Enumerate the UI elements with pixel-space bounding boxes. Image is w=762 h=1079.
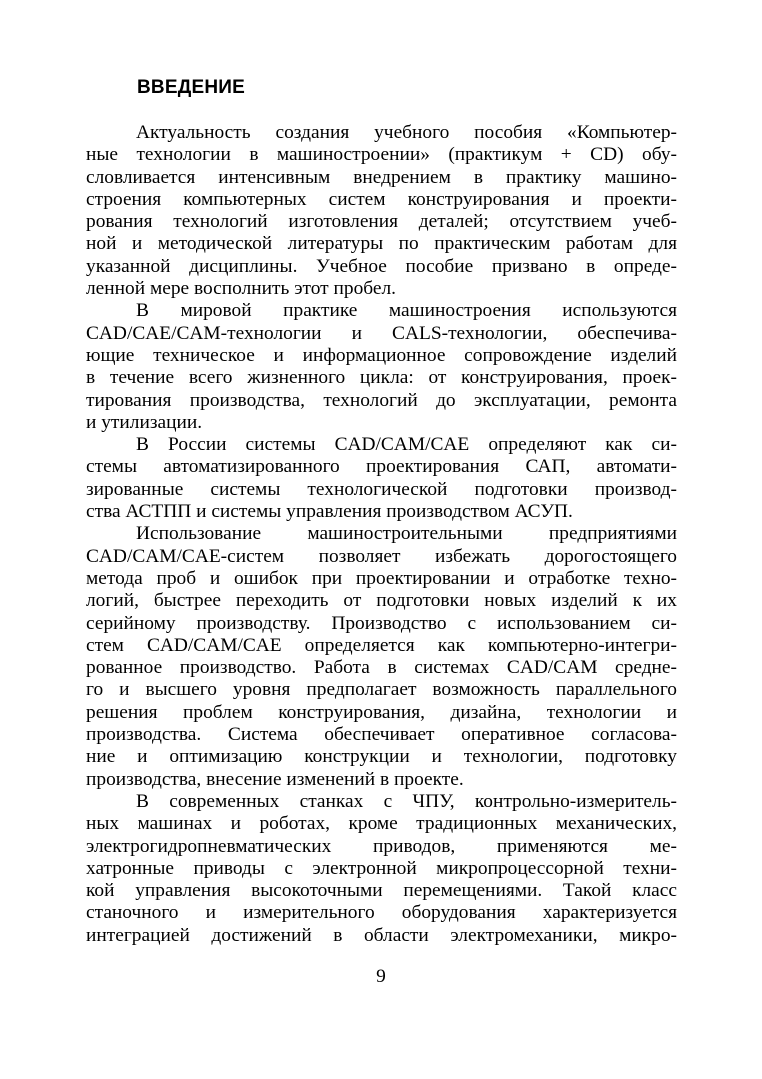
text-line: кой управления высокоточными перемещениями. Такой класс <box>86 880 677 902</box>
text-line: ных машинах и роботах, кроме традиционных механических, <box>86 813 677 835</box>
section-heading: ВВЕДЕНИЕ <box>137 77 245 98</box>
text-line: зированные системы технологической подготовки производ- <box>86 478 677 500</box>
text-line: ющие техническое и информационное сопровождение изделий <box>86 344 677 366</box>
text-line: производства. Система обеспечивает оперативное согласова- <box>86 724 677 746</box>
text-line: В мировой практике машиностроения используются <box>136 300 677 322</box>
paragraph <box>86 434 677 523</box>
text-line: ные технологии в машиностроении» (практикум + CD) обу- <box>86 144 677 166</box>
text-line: словливается интенсивным внедрением в практику машино- <box>86 166 677 188</box>
text-line: станочного и измерительного оборудования характеризуется <box>86 902 677 924</box>
text-line: рованное производство. Работа в системах CAD/CAM средне- <box>86 657 677 679</box>
text-line: В современных станках с ЧПУ, контрольно-измеритель- <box>136 790 677 812</box>
text-line: производства, внесение изменений в проекте. <box>86 768 464 790</box>
page-number: 9 <box>376 966 386 987</box>
text-line: ства АСТПП и системы управления производством АСУП. <box>86 501 573 523</box>
text-line: В России системы CAD/CAM/CAE определяют как си- <box>136 434 677 456</box>
text-line: рования технологий изготовления деталей; отсутствием учеб- <box>86 211 677 233</box>
text-line: хатронные приводы с электронной микропроцессорной техни- <box>86 857 677 879</box>
text-line: ной и методической литературы по практическим работам для <box>86 233 677 255</box>
paragraph <box>86 791 677 947</box>
text-line: Использование машиностроительными предприятиями <box>136 523 677 545</box>
text-line: в течение всего жизненного цикла: от конструирования, проек- <box>86 367 677 389</box>
text-line: указанной дисциплины. Учебное пособие призвано в опреде- <box>86 255 677 277</box>
paragraph <box>86 523 677 791</box>
text-line: ленной мере восполнить этот пробел. <box>86 278 397 300</box>
text-line: интеграцией достижений в области электромеханики, микро- <box>86 924 677 946</box>
text-line: логий, быстрее переходить от подготовки новых изделий к их <box>86 590 677 612</box>
text-line: стем CAD/CAM/CAE определяется как компьютерно-интегри- <box>86 634 677 656</box>
text-line: Актуальность создания учебного пособия «Компьютер- <box>136 122 677 143</box>
text-line: ние и оптимизацию конструкции и технологии, подготовку <box>86 746 677 768</box>
text-line: и утилизации. <box>86 411 203 433</box>
text-line: тирования производства, технологий до эксплуатации, ремонта <box>86 389 677 411</box>
text-line: CAD/CAM/CAE-систем позволяет избежать дорогостоящего <box>86 545 677 567</box>
text-line: го и высшего уровня предполагает возможность параллельного <box>86 679 677 701</box>
paragraph <box>86 122 677 300</box>
text-line: стемы автоматизированного проектирования САП, автомати- <box>86 456 677 478</box>
text-line: CAD/CAE/CAM-технологии и CALS-технологии, обеспечива- <box>86 322 677 344</box>
text-line: метода проб и ошибок при проектировании и отработке техно- <box>86 567 677 589</box>
text-line: строения компьютерных систем конструирования и проекти- <box>86 188 677 210</box>
paragraph <box>86 300 677 434</box>
body-text <box>86 122 677 947</box>
text-line: электрогидропневматических приводов, применяются ме- <box>86 835 677 857</box>
text-line: решения проблем конструирования, дизайна, технологии и <box>86 701 677 723</box>
text-line: серийному производству. Производство с использованием си- <box>86 612 677 634</box>
